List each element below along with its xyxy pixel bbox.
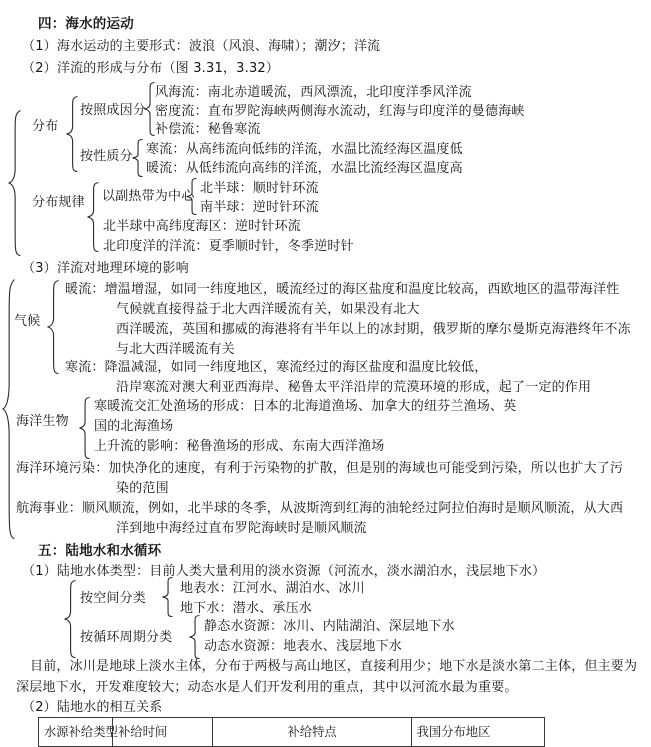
node-climate: 气候 (14, 314, 41, 329)
brace-distribution (66, 96, 78, 172)
brace-by-space (162, 577, 173, 617)
table-header-supply-time: 补给时间 (113, 718, 213, 746)
brace-formation-root (8, 110, 21, 256)
brace-by-cycle (189, 615, 200, 659)
section4-item1: （1）海水运动的主要形式：波浪（风浪、海啸）；潮汐；洋流 (22, 39, 381, 54)
node-by-nature: 按性质分 (80, 149, 133, 164)
line-fishery-2: 国的北海渔场 (94, 419, 174, 434)
line-north-indian: 北印度洋的洋流：夏季顺时针，冬季逆时针 (103, 239, 354, 254)
table-header-supply-features: 补给特点 (213, 718, 412, 746)
section4-item3: （3）洋流对地理环境的影响 (22, 261, 189, 276)
line-cold-current-def: 寒流：从高纬流向低纬的洋流，水温比流经海区温度低 (146, 142, 463, 157)
line-navigation-1: 航海事业：顺风顺流，例如，北半球的冬季，从波斯湾到红海的油轮经过阿拉伯海时是顺风顺流，从大西 (16, 501, 624, 516)
line-pollution-1: 海洋环境污染：加快净化的速度，有利于污染物的扩散，但是别的海域也可能受到污染，所以也扩大了污 (16, 461, 624, 476)
table-header-distribution-area: 我国分布地区 (416, 725, 491, 739)
line-cold-influence-2: 沿岸寒流对澳大利亚西海岸、秘鲁太平洋沿岸的荒漠环境的形成，起了一定的作用 (116, 380, 592, 395)
table-header-supply-type: 水源补给类型 (39, 718, 113, 746)
brace-climate (47, 280, 59, 374)
water-supply-table (38, 717, 545, 747)
line-surface-water: 地表水：江河水、湖泊水、冰川 (180, 581, 365, 596)
brace-marine-life (79, 397, 90, 459)
brace-by-cause (144, 82, 155, 136)
node-subtropical-center: 以副热带为中心 (102, 189, 195, 204)
line-south-hemisphere: 南半球：逆时针环流 (200, 200, 319, 215)
brace-water-types-root (64, 580, 76, 658)
node-distribution: 分布 (32, 119, 59, 134)
line-warm-influence-3: 西洋暖流，英国和挪威的海港将有半年以上的冰封期，俄罗斯的摩尔曼斯克海港终年不冻 (116, 322, 631, 337)
line-wind-current: 风海流：南北赤道暖流，西风漂流，北印度洋季风洋流 (155, 85, 472, 100)
line-warm-influence-2: 气候就直接得益于北大西洋暖流有关，如果没有北大 (116, 302, 420, 317)
line-cold-influence-1: 寒流：降温减湿，如同一纬度地区，寒流经过的海区盐度和温度比较低， (65, 360, 488, 375)
line-warm-influence-4: 与北大西洋暖流有关 (116, 342, 235, 357)
node-pattern: 分布规律 (32, 195, 85, 210)
note-line-2: 深层地下水，开发难度较大；动态水是人们开发利用的重点，其中以河流水最为重要。 (16, 680, 518, 695)
note-line-1: 目前，冰川是地球上淡水主体，分布于两极与高山地区，直接利用少；地下水是淡水第二主体，但主要为 (30, 659, 638, 674)
brace-by-nature (132, 139, 143, 177)
line-fishery-1: 寒暖流交汇处渔场的形成：日本的北海道渔场、加拿大的纽芬兰渔场、英 (94, 399, 517, 414)
node-by-space: 按空间分类 (80, 591, 147, 606)
section5-item1: （1）陆地水体类型：目前人类大量利用的淡水资源（河流水，淡水湖泊水，浅层地下水） (22, 564, 546, 579)
line-upwelling: 上升流的影响：秘鲁渔场的形成、东南大西洋渔场 (94, 439, 385, 454)
line-compensation-current: 补偿流：秘鲁寒流 (155, 122, 261, 137)
section5-heading: 五：陆地水和水循环 (38, 543, 162, 559)
line-dynamic-water: 动态水资源：地表水、浅层地下水 (204, 639, 403, 654)
section4-heading: 四：海水的运动 (38, 16, 134, 32)
line-north-hemisphere: 北半球：顺时针环流 (200, 181, 319, 196)
line-pollution-2: 染的范围 (116, 481, 169, 496)
line-navigation-2: 洋到地中海经过直布罗陀海峡时是顺风顺流 (116, 521, 367, 536)
line-warm-current-def: 暖流：从低纬流向高纬的洋流，水温比流经海区温度高 (146, 161, 463, 176)
line-north-mid-high: 北半球中高纬度海区：逆时针环流 (103, 219, 302, 234)
line-ground-water: 地下水：潜水、承压水 (180, 601, 313, 616)
section5-item2: （2）陆地水的相互关系 (22, 700, 163, 715)
line-static-water: 静态水资源：冰川、内陆湖泊、深层地下水 (204, 619, 455, 634)
brace-subtropical (186, 178, 197, 215)
node-by-cause: 按照成因分 (80, 103, 147, 118)
section4-item2: （2）洋流的形成与分布（图 3.31，3.32） (22, 61, 280, 76)
line-warm-influence-1: 暖流：增温增湿，如同一纬度地区，暖流经过的海区盐度和温度比较高，西欧地区的温带海洋性 (65, 282, 620, 297)
node-marine-life: 海洋生物 (16, 414, 69, 429)
line-density-current: 密度流：直布罗陀海峡两侧海水流动，红海与印度洋的曼德海峡 (155, 104, 525, 119)
brace-pattern (87, 182, 99, 252)
node-by-cycle: 按循环周期分类 (80, 630, 173, 645)
